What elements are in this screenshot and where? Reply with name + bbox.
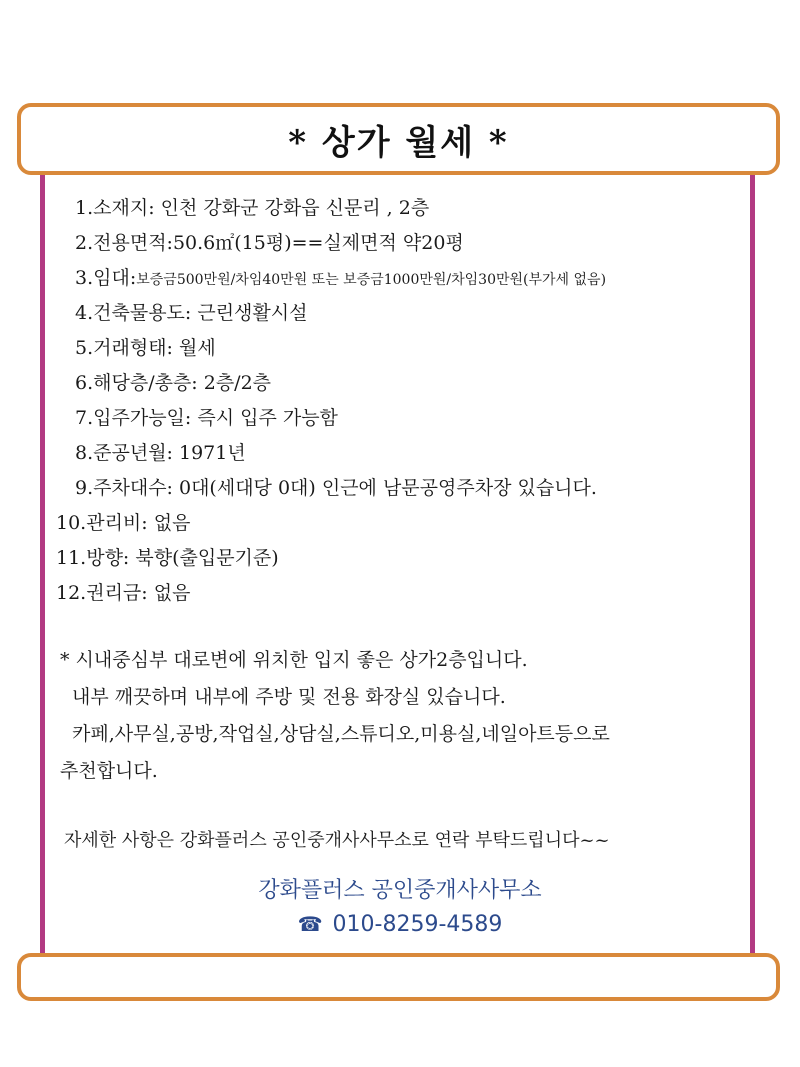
detail-area: 2.전용면적:50.6㎡(15평)==실제면적 약20평 <box>75 232 464 254</box>
contact-note: 자세한 사항은 강화플러스 공인중개사사무소로 연락 부탁드립니다~~ <box>64 830 610 851</box>
detail-location: 1.소재지: 인천 강화군 강화읍 신문리 , 2층 <box>75 197 430 219</box>
note-line: * 시내중심부 대로변에 위치한 입지 좋은 상가2층입니다. <box>60 649 528 671</box>
note-line: 카페,사무실,공방,작업실,상담실,스튜디오,미용실,네일아트등으로 <box>72 723 610 745</box>
page-title: * 상가 월세 * <box>288 122 509 163</box>
detail-completion: 8.준공년월: 1971년 <box>75 442 246 464</box>
note-line: 내부 깨끗하며 내부에 주방 및 전용 화장실 있습니다. <box>72 686 506 708</box>
detail-parking: 9.주차대수: 0대(세대당 0대) 인근에 남문공영주차장 있습니다. <box>75 477 597 499</box>
detail-building-use: 4.건축물용도: 근린생활시설 <box>75 302 308 324</box>
detail-direction: 11.방향: 북향(출입문기준) <box>56 547 279 569</box>
detail-move-in: 7.입주가능일: 즉시 입주 가능함 <box>75 407 338 429</box>
phone-line <box>0 912 800 937</box>
detail-premium: 12.권리금: 없음 <box>56 582 191 604</box>
detail-deal-type: 5.거래형태: 월세 <box>75 337 216 359</box>
detail-floor: 6.해당층/총층: 2층/2층 <box>75 372 272 394</box>
note-line: 추천합니다. <box>60 760 158 782</box>
phone-number: 010-8259-4589 <box>332 912 503 937</box>
detail-lease: 3.임대:보증금500만원/차임40만원 또는 보증금1000만원/차임30만원(부가세 없음) <box>75 267 607 289</box>
title-scroll-bar <box>17 103 780 175</box>
listing-notes <box>60 648 750 796</box>
office-name: 강화플러스 공인중개사사무소 <box>258 878 542 903</box>
detail-maintenance-fee: 10.관리비: 없음 <box>56 512 191 534</box>
listing-details <box>56 196 756 616</box>
bottom-scroll-bar <box>17 953 780 1001</box>
telephone-icon: ☎ <box>297 912 323 936</box>
